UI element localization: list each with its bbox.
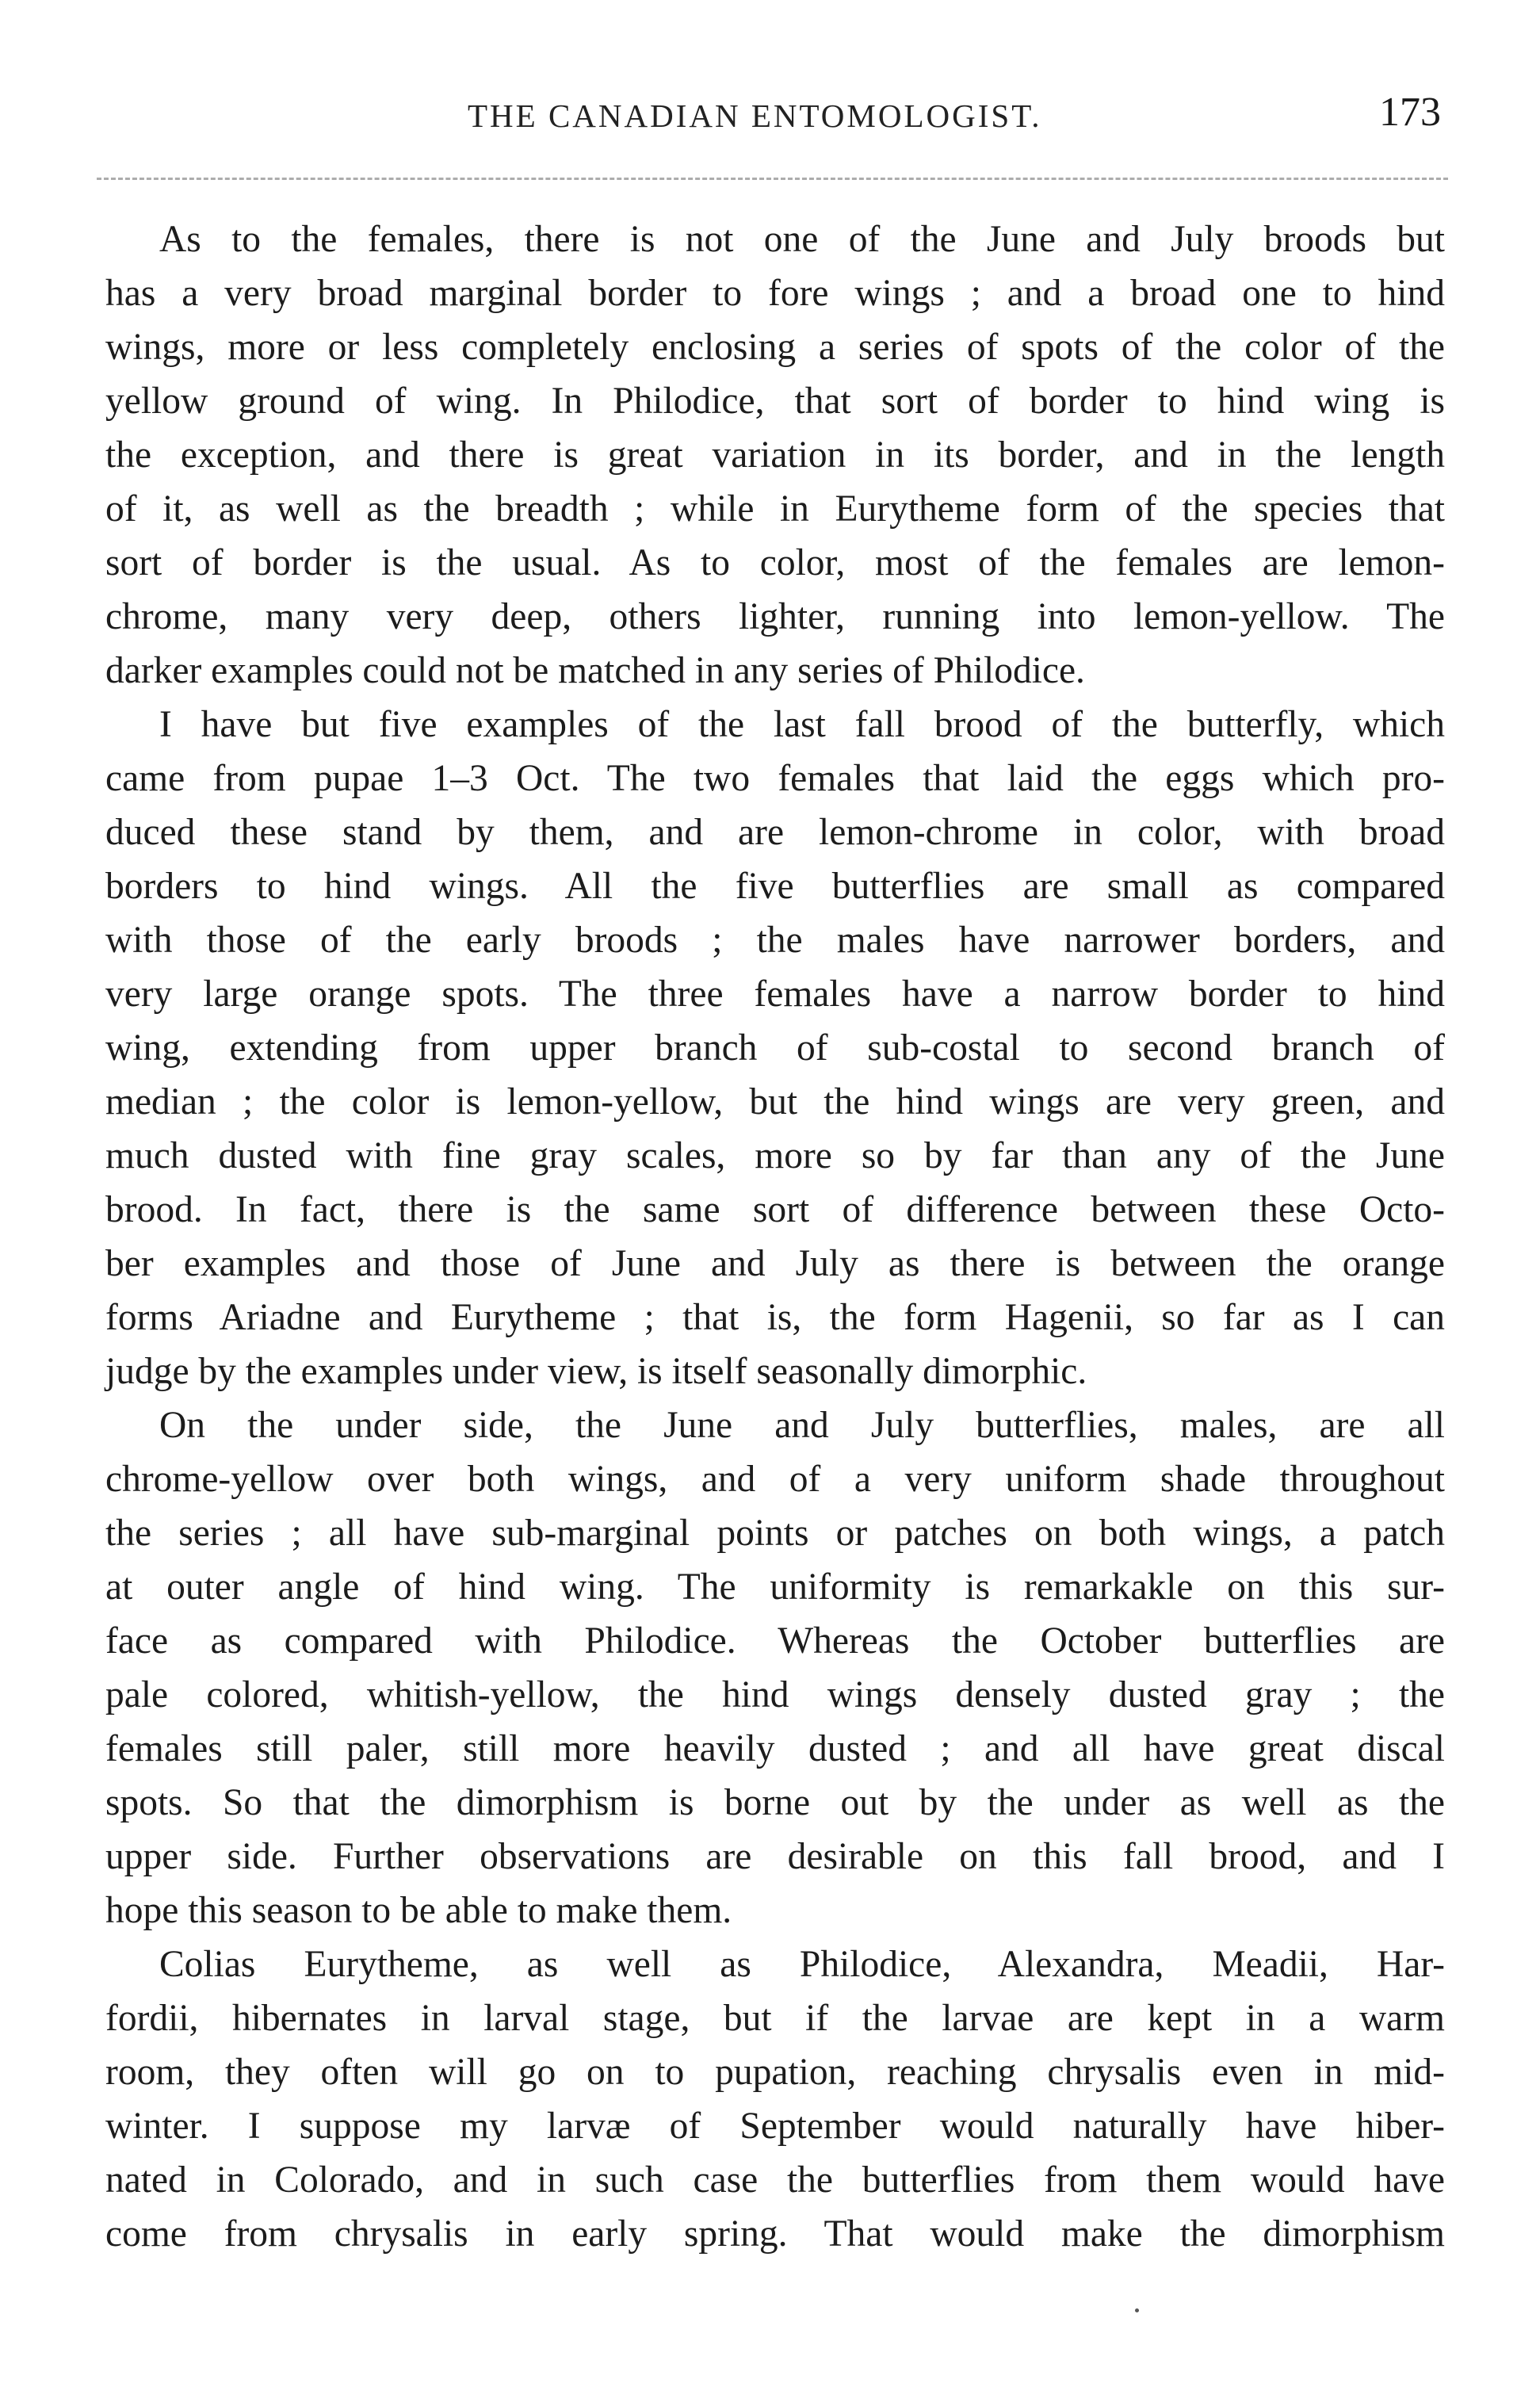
text-line: pale colored, whitish-yellow, the hind wings densely dusted gray ; the (105, 1674, 1445, 1715)
text-line: On the under side, the June and July butterflies, males, are all (159, 1405, 1445, 1446)
text-line: wing, extending from upper branch of sub-costal to second branch of (105, 1027, 1445, 1069)
text-line: Colias Eurytheme, as well as Philodice, Alexandra, Meadii, Har- (159, 1944, 1445, 1985)
text-line: of it, as well as the breadth ; while in Eurytheme form of the species that (105, 488, 1445, 530)
text-line: with those of the early broods ; the males have narrower borders, and (105, 920, 1445, 961)
text-line: darker examples could not be matched in any series of Philodice. (105, 650, 1085, 691)
text-line: much dusted with fine gray scales, more so by far than any of the June (105, 1135, 1445, 1176)
text-line: fordii, hibernates in larval stage, but if the larvae are kept in a warm (105, 1998, 1445, 2039)
text-line: females still paler, still more heavily dusted ; and all have great discal (105, 1728, 1445, 1769)
text-line: nated in Colorado, and in such case the butterflies from them would have (105, 2159, 1445, 2201)
text-line: come from chrysalis in early spring. That would make the dimorphism (105, 2213, 1445, 2255)
text-line: spots. So that the dimorphism is borne out by the under as well as the (105, 1782, 1445, 1823)
text-line: I have but five examples of the last fall brood of the butterfly, which (159, 704, 1445, 745)
text-line: hope this season to be able to make them. (105, 1890, 732, 1931)
text-line: ber examples and those of June and July as there is between the orange (105, 1243, 1445, 1284)
text-line: duced these stand by them, and are lemon-chrome in color, with broad (105, 812, 1445, 853)
text-line: wings, more or less completely enclosing a series of spots of the color of the (105, 327, 1445, 368)
text-line: the exception, and there is great variation in its border, and in the length (105, 434, 1445, 476)
text-line: brood. In fact, there is the same sort of difference between these Octo- (105, 1189, 1445, 1230)
page-number: 173 (1379, 90, 1441, 135)
paragraph-2 (105, 698, 1445, 1398)
text-line: upper side. Further observations are desirable on this fall brood, and I (105, 1836, 1445, 1877)
text-line: the series ; all have sub-marginal points or patches on both wings, a patch (105, 1513, 1445, 1554)
running-head (95, 89, 1458, 152)
text-line: room, they often will go on to pupation, reaching chrysalis even in mid- (105, 2052, 1445, 2093)
journal-title: THE CANADIAN ENTOMOLOGIST. (468, 98, 1042, 134)
text-line: judge by the examples under view, is itself seasonally dimorphic. (105, 1351, 1087, 1392)
text-line: median ; the color is lemon-yellow, but the hind wings are very green, and (105, 1081, 1445, 1123)
text-line: very large orange spots. The three females have a narrow border to hind (105, 973, 1445, 1015)
text-line: yellow ground of wing. In Philodice, that sort of border to hind wing is (105, 381, 1445, 422)
text-line: face as compared with Philodice. Whereas the October butterflies are (105, 1620, 1445, 1662)
text-line: sort of border is the usual. As to color, most of the females are lemon- (105, 542, 1445, 583)
body-text (105, 212, 1445, 2261)
text-line: As to the females, there is not one of the June and July broods but (159, 219, 1445, 260)
text-line: at outer angle of hind wing. The uniformity is remarkakle on this sur- (105, 1566, 1445, 1608)
text-line: came from pupae 1–3 Oct. The two females that laid the eggs which pro- (105, 758, 1445, 799)
paragraph-3 (105, 1398, 1445, 1937)
printer-mark (1135, 2308, 1139, 2312)
text-line: chrome, many very deep, others lighter, running into lemon-yellow. The (105, 596, 1445, 637)
paragraph-1 (105, 212, 1445, 698)
text-line: borders to hind wings. All the five butterflies are small as compared (105, 866, 1445, 907)
header-rule (97, 178, 1448, 180)
text-line: chrome-yellow over both wings, and of a very uniform shade throughout (105, 1459, 1445, 1500)
text-line: forms Ariadne and Eurytheme ; that is, the form Hagenii, so far as I can (105, 1297, 1445, 1338)
paragraph-4 (105, 1937, 1445, 2261)
text-line: has a very broad marginal border to fore wings ; and a broad one to hind (105, 273, 1445, 314)
text-line: winter. I suppose my larvæ of September would naturally have hiber- (105, 2106, 1445, 2147)
